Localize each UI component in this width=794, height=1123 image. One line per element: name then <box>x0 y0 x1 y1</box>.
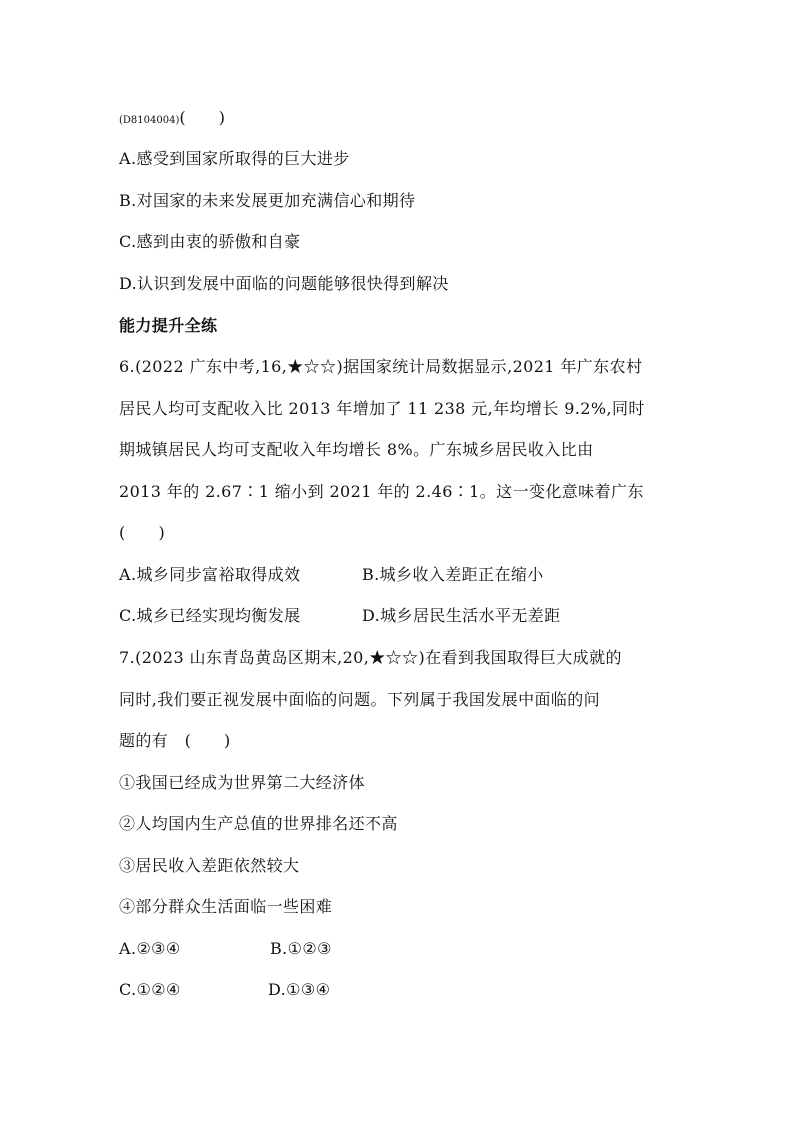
q7-option-d: D.①③④ <box>268 980 331 999</box>
q5-option-c: C.感到由衷的骄傲和自豪 <box>119 232 301 251</box>
q6-option-a: A.城乡同步富裕取得成效 <box>119 565 301 584</box>
q6-answer-bracket: ( ) <box>119 523 166 542</box>
q7-text-line-1: 7.(2023 山东青岛黄岛区期末,20,★☆☆)在看到我国取得巨大成就的 <box>119 648 622 667</box>
q6-text-line-3: 期城镇居民人均可支配收入年均增长 8%。广东城乡居民收入比由 <box>119 440 594 459</box>
q6-options-row-1 <box>119 565 544 585</box>
q5-code: (D8104004) <box>119 115 180 126</box>
q6-text-line-4: 2013 年的 2.67∶1 缩小到 2021 年的 2.46∶1。这一变化意味着广东 <box>119 482 644 501</box>
q6-options-row-2 <box>119 606 561 626</box>
q5-code-line <box>119 108 225 131</box>
q5-option-d: D.认识到发展中面临的问题能够很快得到解决 <box>119 274 449 293</box>
q7-statement-3: ③居民收入差距依然较大 <box>119 856 300 875</box>
q7-text-line-3: 题的有 ( ) <box>119 731 231 750</box>
q7-statement-2: ②人均国内生产总值的世界排名还不高 <box>119 814 398 833</box>
q5-option-a: A.感受到国家所取得的巨大进步 <box>119 149 350 168</box>
q7-text-line-2: 同时,我们要正视发展中面临的问题。下列属于我国发展中面临的问 <box>119 690 601 709</box>
q5-answer-bracket: ( ) <box>179 108 226 127</box>
q7-statement-4: ④部分群众生活面临一些困难 <box>119 897 333 916</box>
q6-option-d: D.城乡居民生活水平无差距 <box>362 606 561 625</box>
q6-text-line-2: 居民人均可支配收入比 2013 年增加了 11 238 元,年均增长 9.2%,同时 <box>119 399 645 418</box>
q7-option-a: A.②③④ <box>119 939 181 958</box>
q7-option-c: C.①②④ <box>119 980 181 999</box>
q7-statement-1: ①我国已经成为世界第二大经济体 <box>119 773 366 792</box>
q7-options-row-2 <box>119 980 330 1000</box>
q6-text-line-1: 6.(2022 广东中考,16,★☆☆)据国家统计局数据显示,2021 年广东农村 <box>119 357 643 376</box>
q7-options-row-1 <box>119 939 332 959</box>
q6-option-b: B.城乡收入差距正在缩小 <box>362 565 544 584</box>
q5-option-b: B.对国家的未来发展更加充满信心和期待 <box>119 191 416 210</box>
q7-option-b: B.①②③ <box>270 939 332 958</box>
q6-option-c: C.城乡已经实现均衡发展 <box>119 606 301 625</box>
section-title: 能力提升全练 <box>119 316 218 335</box>
